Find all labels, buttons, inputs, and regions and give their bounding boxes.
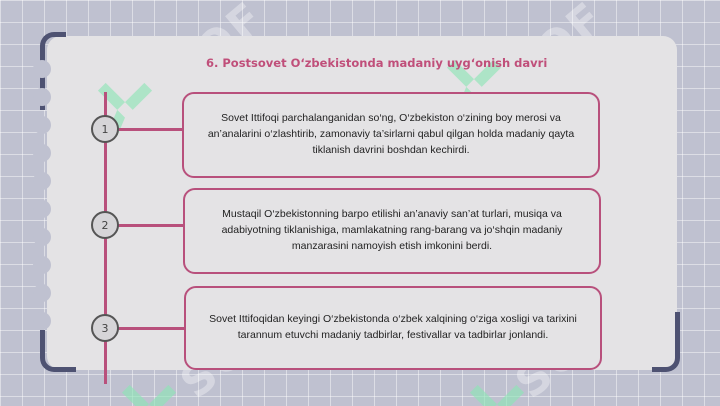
notebook-hole: [33, 312, 51, 330]
timeline-connector: [118, 128, 184, 131]
notebook-hole: [33, 284, 51, 302]
notebook-hole: [33, 116, 51, 134]
notebook-hole: [33, 60, 51, 78]
timeline-connector: [118, 327, 184, 330]
watermark-logo-icon: [120, 380, 178, 406]
notebook-hole: [33, 200, 51, 218]
notebook-hole: [33, 172, 51, 190]
notebook-holes: [33, 60, 53, 360]
timeline-item-card: Sovet Ittifoqidan keyingi O‘zbekistonda o‘zbek xalqining o‘ziga xosligi va tarixini tarannum etuvchi madaniy tadbirlar, festivallar va tadbirlar jonlandi.: [184, 286, 602, 370]
timeline-connector: [118, 224, 184, 227]
timeline-item-card: Sovet Ittifoqi parchalanganidan so‘ng, O‘zbekiston o‘zining boy merosi va an’analarini o‘zlashtirib, zamonaviy ta’sirlarni qabul qilgan holda madaniy qayta tiklanish davrini boshdan kechirdi.: [182, 92, 600, 178]
step-number-badge: 3: [91, 314, 119, 342]
timeline-item-card: Mustaqil O‘zbekistonning barpo etilishi an’anaviy san’at turlari, musiqa va adabiyotning tiklanishiga, mamlakatning rang-barang va jo‘shqin madaniy manzarasini namoyish etish imkonini berdi.: [183, 188, 601, 274]
slide-title: 6. Postsovet O‘zbekistonda madaniy uyg‘onish davri: [206, 56, 548, 70]
notebook-hole: [33, 256, 51, 274]
watermark-logo-icon: [468, 380, 526, 406]
step-number-badge: 1: [91, 115, 119, 143]
step-number-badge: 2: [91, 211, 119, 239]
notebook-hole: [33, 144, 51, 162]
notebook-hole: [33, 88, 51, 106]
notebook-hole: [33, 228, 51, 246]
frame-corner-bottom-right: [652, 312, 680, 372]
